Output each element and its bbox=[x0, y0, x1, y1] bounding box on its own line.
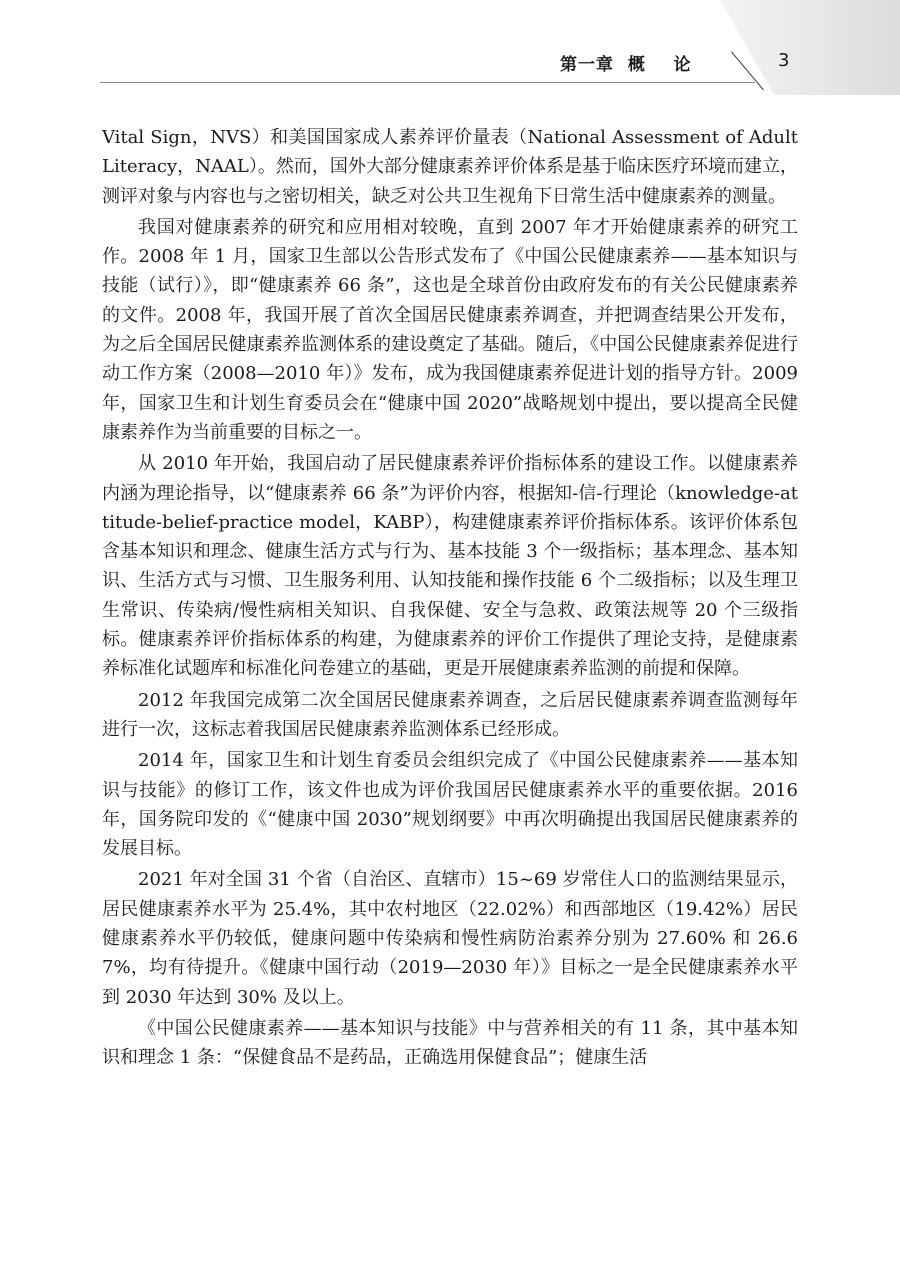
body-text bbox=[102, 123, 798, 1075]
paragraph: 2012 年我国完成第二次全国居民健康素养调查，之后居民健康素养调查监测每年进行一次，这标志着我国居民健康素养监测体系已经形成。 bbox=[102, 689, 798, 740]
header-rule bbox=[100, 82, 755, 83]
paragraph: 我国对健康素养的研究和应用相对较晚，直到 2007 年才开始健康素养的研究工作。2008 年 1 月，国家卫生部以公告形式发布了《中国公民健康素养——基本知识与技能（试行）》，即“健康素养 66 条”，这也是全球首份由政府发布的有关公民健康素养的文件。2008 年，我国开展了首次全国居民健康素养调查，并把调查结果公开发布，为之后全国居民健康素养监测体系的建设奠定了基础。随后，《中国公民健康素养促进行动工作方案（2008—2010 年）》发布，成为我国健康素养促进计划的指导方针。2009 年，国家卫生和计划生育委员会在“健康中国 2020”战略规划中提出，要以提高全民健康素养作为当前重要的目标之一。 bbox=[102, 216, 798, 443]
chapter-title: 第一章 概 论 bbox=[560, 55, 692, 75]
running-header bbox=[0, 0, 900, 110]
header-corner-tab bbox=[720, 0, 900, 95]
paragraph: 从 2010 年开始，我国启动了居民健康素养评价指标体系的建设工作。以健康素养内涵为理论指导，以“健康素养 66 条”为评价内容，根据知-信-行理论（knowledge-attitude-belief-practice model，KABP），构建健康素养评价指标体系。该评价体系包含基本知识和理念、健康生活方式与行为、基本技能 3 个一级指标；基本理念、基本知识、生活方式与习惯、卫生服务利用、认知技能和操作技能 6 个二级指标；以及生理卫生常识、传染病/慢性病相关知识、自我保健、安全与急救、政策法规等 20 个三级指标。健康素养评价指标体系的构建，为健康素养的评价工作提供了理论支持，是健康素养标准化试题库和标准化问卷建立的基础，更是开展健康素养监测的前提和保障。 bbox=[102, 453, 798, 680]
page-number: 3 bbox=[778, 50, 790, 71]
paragraph: 2021 年对全国 31 个省（自治区、直辖市）15~69 岁常住人口的监测结果显示，居民健康素养水平为 25.4%，其中农村地区（22.02%）和西部地区（19.42%）居民健康素养水平仍较低，健康问题中传染病和慢性病防治素养分别为 27.60% 和 26.67%，均有待提升。《健康中国行动（2019—2030 年）》目标之一是全民健康素养水平到 2030 年达到 30% 及以上。 bbox=[102, 869, 798, 1008]
paragraph: 2014 年，国家卫生和计划生育委员会组织完成了《中国公民健康素养——基本知识与技能》的修订工作，该文件也成为评价我国居民健康素养水平的重要依据。2016 年，国务院印发的《“健康中国 2030”规划纲要》中再次明确提出我国居民健康素养的发展目标。 bbox=[102, 750, 798, 860]
paragraph: 《中国公民健康素养——基本知识与技能》中与营养相关的有 11 条，其中基本知识和理念 1 条：“保健食品不是药品，正确选用保健食品”；健康生活 bbox=[102, 1017, 798, 1069]
paragraph-continuation: Vital Sign，NVS）和美国国家成人素养评价量表（National Assessment of Adult Literacy，NAAL）。然而，国外大部分健康素养评价体系是基于临床医疗环境而建立，测评对象与内容也与之密切相关，缺乏对公共卫生视角下日常生活中健康素养的测量。 bbox=[102, 127, 798, 207]
